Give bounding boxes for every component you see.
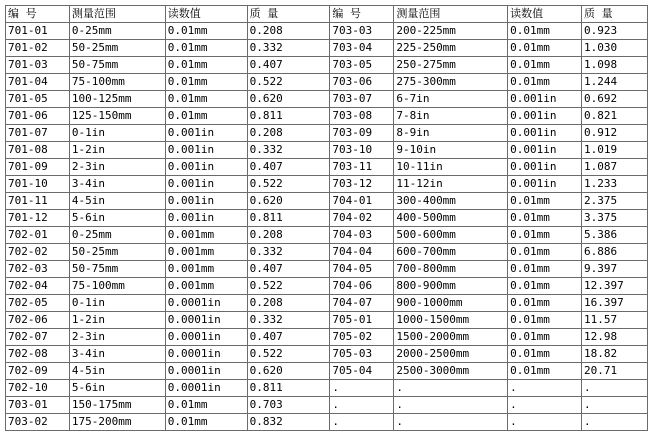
cell-reading: . xyxy=(508,397,582,414)
cell-range: 0-1in xyxy=(69,125,165,142)
cell-code: 705-02 xyxy=(330,329,394,346)
cell-code: 701-01 xyxy=(6,23,70,40)
cell-reading: 0.001in xyxy=(508,91,582,108)
cell-mass: 0.522 xyxy=(247,278,330,295)
cell-range: 75-100mm xyxy=(69,278,165,295)
cell-reading: 0.001in xyxy=(165,125,247,142)
cell-reading: 0.01mm xyxy=(508,278,582,295)
cell-code: 702-07 xyxy=(6,329,70,346)
cell-code: 703-06 xyxy=(330,74,394,91)
cell-range: . xyxy=(394,380,508,397)
table-row xyxy=(6,414,648,431)
cell-code: 701-06 xyxy=(6,108,70,125)
table-row xyxy=(6,244,648,261)
cell-code: 702-10 xyxy=(6,380,70,397)
cell-code: 701-08 xyxy=(6,142,70,159)
cell-reading: 0.001in xyxy=(508,108,582,125)
cell-reading: 0.01mm xyxy=(508,244,582,261)
table-row xyxy=(6,159,648,176)
cell-range: 2500-3000mm xyxy=(394,363,508,380)
cell-mass: 0.208 xyxy=(247,125,330,142)
cell-reading: 0.01mm xyxy=(508,74,582,91)
cell-mass: 18.82 xyxy=(582,346,648,363)
table-row xyxy=(6,312,648,329)
cell-code: 701-12 xyxy=(6,210,70,227)
cell-reading: 0.01mm xyxy=(165,74,247,91)
cell-code: 702-02 xyxy=(6,244,70,261)
cell-mass: 6.886 xyxy=(582,244,648,261)
cell-range: 5-6in xyxy=(69,380,165,397)
cell-reading: 0.001in xyxy=(165,193,247,210)
cell-range: 300-400mm xyxy=(394,193,508,210)
cell-reading: 0.01mm xyxy=(165,397,247,414)
header-range: 测量范围 xyxy=(69,6,165,23)
cell-range: 4-5in xyxy=(69,193,165,210)
spec-table xyxy=(5,5,648,431)
cell-mass: 12.98 xyxy=(582,329,648,346)
cell-code: 704-01 xyxy=(330,193,394,210)
cell-range: 500-600mm xyxy=(394,227,508,244)
cell-range: 1-2in xyxy=(69,312,165,329)
cell-range: 400-500mm xyxy=(394,210,508,227)
cell-range: 150-175mm xyxy=(69,397,165,414)
cell-code: 703-05 xyxy=(330,57,394,74)
cell-range: 6-7in xyxy=(394,91,508,108)
cell-range: 11-12in xyxy=(394,176,508,193)
cell-code: 701-10 xyxy=(6,176,70,193)
cell-reading: 0.01mm xyxy=(165,40,247,57)
table-row xyxy=(6,227,648,244)
cell-mass: 0.208 xyxy=(247,23,330,40)
cell-reading: 0.01mm xyxy=(165,108,247,125)
cell-code: 702-04 xyxy=(6,278,70,295)
header-mass: 质 量 xyxy=(582,6,648,23)
cell-range: 0-25mm xyxy=(69,227,165,244)
cell-mass: 1.030 xyxy=(582,40,648,57)
cell-range: 5-6in xyxy=(69,210,165,227)
cell-code: 702-01 xyxy=(6,227,70,244)
cell-reading: 0.001in xyxy=(508,176,582,193)
cell-reading: 0.01mm xyxy=(508,210,582,227)
table-row xyxy=(6,108,648,125)
cell-mass: 0.811 xyxy=(247,210,330,227)
cell-code: 705-03 xyxy=(330,346,394,363)
cell-code: 703-03 xyxy=(330,23,394,40)
cell-mass: 0.832 xyxy=(247,414,330,431)
cell-reading: 0.0001in xyxy=(165,363,247,380)
table-row xyxy=(6,193,648,210)
table-row xyxy=(6,278,648,295)
cell-mass: 0.811 xyxy=(247,380,330,397)
cell-reading: 0.01mm xyxy=(165,57,247,74)
cell-range: 175-200mm xyxy=(69,414,165,431)
cell-mass: 0.620 xyxy=(247,363,330,380)
cell-reading: 0.001in xyxy=(165,210,247,227)
cell-range: 3-4in xyxy=(69,176,165,193)
cell-mass: 1.087 xyxy=(582,159,648,176)
table-row xyxy=(6,125,648,142)
header-row xyxy=(6,6,648,23)
cell-code: 703-07 xyxy=(330,91,394,108)
cell-reading: 0.01mm xyxy=(508,295,582,312)
cell-mass: 0.332 xyxy=(247,40,330,57)
cell-range: . xyxy=(394,397,508,414)
cell-range: 4-5in xyxy=(69,363,165,380)
cell-code: 703-04 xyxy=(330,40,394,57)
cell-code: 705-04 xyxy=(330,363,394,380)
cell-reading: 0.001in xyxy=(165,142,247,159)
cell-mass: 12.397 xyxy=(582,278,648,295)
cell-mass: 0.208 xyxy=(247,295,330,312)
cell-code: 701-04 xyxy=(6,74,70,91)
table-row xyxy=(6,397,648,414)
cell-code: . xyxy=(330,414,394,431)
cell-mass: . xyxy=(582,397,648,414)
cell-code: 703-10 xyxy=(330,142,394,159)
cell-reading: 0.001in xyxy=(165,176,247,193)
cell-range: 50-25mm xyxy=(69,244,165,261)
cell-mass: 0.811 xyxy=(247,108,330,125)
cell-reading: 0.01mm xyxy=(508,312,582,329)
cell-range: 125-150mm xyxy=(69,108,165,125)
cell-reading: 0.001mm xyxy=(165,278,247,295)
cell-range: 800-900mm xyxy=(394,278,508,295)
cell-range: 8-9in xyxy=(394,125,508,142)
cell-range: 700-800mm xyxy=(394,261,508,278)
cell-code: 702-06 xyxy=(6,312,70,329)
cell-range: 3-4in xyxy=(69,346,165,363)
cell-mass: 0.407 xyxy=(247,159,330,176)
cell-mass: 0.407 xyxy=(247,329,330,346)
cell-reading: 0.001mm xyxy=(165,261,247,278)
cell-range: 1000-1500mm xyxy=(394,312,508,329)
cell-code: 704-06 xyxy=(330,278,394,295)
header-reading: 读数值 xyxy=(165,6,247,23)
cell-mass: 5.386 xyxy=(582,227,648,244)
cell-reading: 0.01mm xyxy=(165,23,247,40)
cell-mass: 0.703 xyxy=(247,397,330,414)
cell-mass: 0.821 xyxy=(582,108,648,125)
cell-mass: 1.098 xyxy=(582,57,648,74)
cell-mass: . xyxy=(582,380,648,397)
cell-reading: 0.001in xyxy=(508,159,582,176)
cell-code: 705-01 xyxy=(330,312,394,329)
cell-range: 2000-2500mm xyxy=(394,346,508,363)
cell-code: . xyxy=(330,397,394,414)
header-code: 编 号 xyxy=(6,6,70,23)
table-row xyxy=(6,210,648,227)
cell-reading: . xyxy=(508,380,582,397)
cell-code: 701-02 xyxy=(6,40,70,57)
cell-mass: 0.522 xyxy=(247,346,330,363)
cell-code: 701-09 xyxy=(6,159,70,176)
cell-reading: 0.0001in xyxy=(165,346,247,363)
cell-range: 9-10in xyxy=(394,142,508,159)
cell-reading: 0.0001in xyxy=(165,380,247,397)
cell-mass: 2.375 xyxy=(582,193,648,210)
cell-mass: 11.57 xyxy=(582,312,648,329)
table-row xyxy=(6,380,648,397)
cell-reading: 0.001mm xyxy=(165,244,247,261)
cell-mass: 9.397 xyxy=(582,261,648,278)
cell-range: 0-25mm xyxy=(69,23,165,40)
cell-mass: 0.208 xyxy=(247,227,330,244)
table-row xyxy=(6,329,648,346)
cell-range: 2-3in xyxy=(69,159,165,176)
cell-range: 10-11in xyxy=(394,159,508,176)
cell-range: 0-1in xyxy=(69,295,165,312)
cell-code: 704-02 xyxy=(330,210,394,227)
cell-code: . xyxy=(330,380,394,397)
table-row xyxy=(6,74,648,91)
cell-mass: 0.692 xyxy=(582,91,648,108)
cell-range: 200-225mm xyxy=(394,23,508,40)
cell-range: 1-2in xyxy=(69,142,165,159)
cell-range: 275-300mm xyxy=(394,74,508,91)
cell-code: 703-12 xyxy=(330,176,394,193)
cell-reading: 0.0001in xyxy=(165,312,247,329)
cell-code: 702-08 xyxy=(6,346,70,363)
table-row xyxy=(6,142,648,159)
cell-reading: 0.01mm xyxy=(165,414,247,431)
cell-code: 702-03 xyxy=(6,261,70,278)
cell-mass: 0.407 xyxy=(247,261,330,278)
table-row xyxy=(6,295,648,312)
cell-range: . xyxy=(394,414,508,431)
table-row xyxy=(6,261,648,278)
cell-range: 50-75mm xyxy=(69,57,165,74)
cell-range: 250-275mm xyxy=(394,57,508,74)
cell-reading: 0.01mm xyxy=(508,40,582,57)
cell-reading: 0.01mm xyxy=(508,261,582,278)
cell-range: 1500-2000mm xyxy=(394,329,508,346)
cell-range: 225-250mm xyxy=(394,40,508,57)
cell-range: 50-25mm xyxy=(69,40,165,57)
cell-code: 701-03 xyxy=(6,57,70,74)
table-row xyxy=(6,346,648,363)
cell-mass: 3.375 xyxy=(582,210,648,227)
cell-reading: 0.01mm xyxy=(508,57,582,74)
cell-code: 704-03 xyxy=(330,227,394,244)
cell-code: 704-04 xyxy=(330,244,394,261)
table-row xyxy=(6,363,648,380)
cell-code: 703-01 xyxy=(6,397,70,414)
cell-code: 703-11 xyxy=(330,159,394,176)
cell-mass: 0.522 xyxy=(247,74,330,91)
cell-mass: 0.923 xyxy=(582,23,648,40)
cell-mass: 1.233 xyxy=(582,176,648,193)
cell-reading: 0.01mm xyxy=(508,363,582,380)
table-row xyxy=(6,23,648,40)
cell-range: 7-8in xyxy=(394,108,508,125)
table-row xyxy=(6,57,648,74)
cell-mass: 0.620 xyxy=(247,193,330,210)
cell-code: 701-07 xyxy=(6,125,70,142)
cell-reading: 0.01mm xyxy=(508,227,582,244)
cell-mass: 0.332 xyxy=(247,142,330,159)
cell-code: 701-11 xyxy=(6,193,70,210)
cell-mass: 0.912 xyxy=(582,125,648,142)
cell-range: 2-3in xyxy=(69,329,165,346)
cell-reading: 0.01mm xyxy=(165,91,247,108)
cell-range: 900-1000mm xyxy=(394,295,508,312)
header-range: 测量范围 xyxy=(394,6,508,23)
cell-code: 702-05 xyxy=(6,295,70,312)
cell-mass: 0.332 xyxy=(247,244,330,261)
cell-mass: 0.332 xyxy=(247,312,330,329)
cell-code: 702-09 xyxy=(6,363,70,380)
cell-mass: 0.620 xyxy=(247,91,330,108)
header-code: 编 号 xyxy=(330,6,394,23)
cell-mass: 1.019 xyxy=(582,142,648,159)
cell-range: 100-125mm xyxy=(69,91,165,108)
cell-mass: . xyxy=(582,414,648,431)
cell-reading: 0.001in xyxy=(165,159,247,176)
cell-range: 75-100mm xyxy=(69,74,165,91)
cell-mass: 16.397 xyxy=(582,295,648,312)
table-row xyxy=(6,91,648,108)
cell-reading: 0.01mm xyxy=(508,346,582,363)
cell-reading: 0.0001in xyxy=(165,295,247,312)
table-row xyxy=(6,176,648,193)
table-row xyxy=(6,40,648,57)
cell-reading: 0.001in xyxy=(508,125,582,142)
cell-range: 50-75mm xyxy=(69,261,165,278)
cell-mass: 0.522 xyxy=(247,176,330,193)
cell-code: 703-08 xyxy=(330,108,394,125)
cell-code: 704-05 xyxy=(330,261,394,278)
cell-reading: 0.001in xyxy=(508,142,582,159)
cell-mass: 20.71 xyxy=(582,363,648,380)
cell-reading: 0.01mm xyxy=(508,193,582,210)
cell-reading: . xyxy=(508,414,582,431)
cell-code: 704-07 xyxy=(330,295,394,312)
cell-code: 703-09 xyxy=(330,125,394,142)
cell-reading: 0.0001in xyxy=(165,329,247,346)
cell-code: 703-02 xyxy=(6,414,70,431)
cell-range: 600-700mm xyxy=(394,244,508,261)
cell-code: 701-05 xyxy=(6,91,70,108)
cell-mass: 1.244 xyxy=(582,74,648,91)
cell-mass: 0.407 xyxy=(247,57,330,74)
header-reading: 读数值 xyxy=(508,6,582,23)
cell-reading: 0.01mm xyxy=(508,23,582,40)
header-mass: 质 量 xyxy=(247,6,330,23)
cell-reading: 0.01mm xyxy=(508,329,582,346)
cell-reading: 0.001mm xyxy=(165,227,247,244)
